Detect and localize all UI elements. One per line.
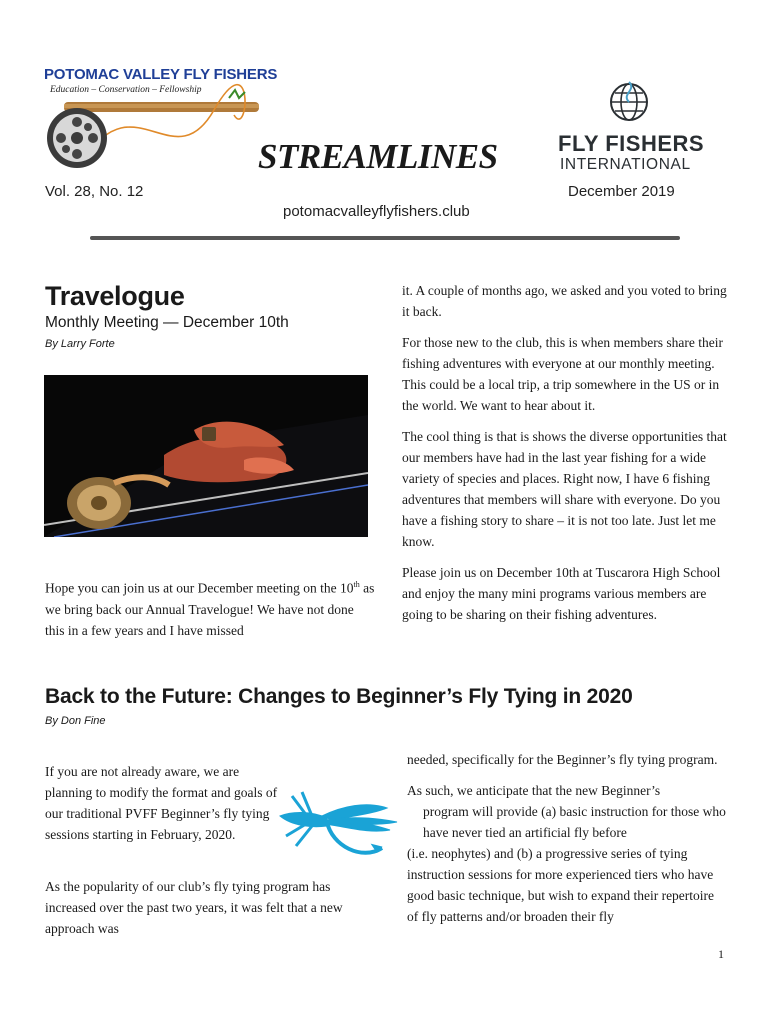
- fly-fishing-photo: [44, 375, 368, 537]
- club-tagline: Education – Conservation – Fellowship: [50, 85, 202, 95]
- article-subtitle: Monthly Meeting — December 10th: [45, 314, 289, 331]
- article-byline: By Larry Forte: [45, 338, 115, 350]
- club-name: POTOMAC VALLEY FLY FISHERS: [44, 66, 278, 83]
- article-paragraph: it. A couple of months ago, we asked and you voted to bring it back.: [402, 283, 727, 319]
- header-divider: [90, 236, 680, 240]
- article-column-right: [402, 280, 732, 635]
- partner-name: FLY FISHERS: [558, 131, 705, 156]
- partner-subtitle: INTERNATIONAL: [560, 156, 691, 173]
- article-paragraph: If you are not already aware, we are planning to modify the format and goals of our traditional PVFF Beginner’s fly tying sessions starting in February, 2020.: [45, 764, 278, 842]
- article-paragraph: As the popularity of our club’s fly tying program has increased over the past two years, it was felt that a new approach was: [45, 879, 343, 936]
- newsletter-title: STREAMLINES: [258, 137, 498, 176]
- article-paragraph: Please join us on December 10th at Tuscarora High School and enjoy the many mini programs various members are going to be sharing on their fishing adventures.: [402, 565, 721, 622]
- article-byline: By Don Fine: [45, 715, 106, 727]
- article-title: Back to the Future: Changes to Beginner’s Fly Tying in 2020: [45, 685, 633, 708]
- article-column-right: [407, 749, 727, 927]
- article-title: Travelogue: [45, 281, 185, 311]
- volume-issue: Vol. 28, No. 12: [45, 183, 144, 200]
- globe-icon: [607, 80, 651, 124]
- article-paragraph: As such, we anticipate that the new Beginner’s program will provide (a) basic instruction for those who have never tied an artificial fly before (i.e. neophytes) and (b) a progressive series of tying instruction sessions for more experienced tiers who have good basic technique, but wish to expand their repertoire of fly patterns and/or broaden their fly: [407, 783, 726, 924]
- issue-date: December 2019: [568, 183, 675, 200]
- article-paragraph: For those new to the club, this is when members share their fishing adventures with everyone at our monthly meeting. This could be a local trip, a trip somewhere in the US or in the world. We want to hear about it.: [402, 335, 723, 413]
- page-number: 1: [718, 947, 724, 961]
- article-paragraph: The cool thing is that is shows the diverse opportunities that our members have had in the last year fishing for a wide variety of species and places. Right now, I have 6 fishing adventures that members will share with everyone. Do you have a fishing story to share – it is not too late. Just let me know.: [402, 429, 727, 549]
- article-paragraph: needed, specifically for the Beginner’s fly tying program.: [407, 752, 718, 767]
- article-paragraph: Hope you can join us at our December meeting on the 10th as we bring back our Annual Travelogue! We have not done this in a few years and I have missed: [45, 580, 375, 638]
- fly-reel-logo: [44, 60, 264, 175]
- fly-illustration: [272, 786, 402, 866]
- website-link[interactable]: potomacvalleyflyfishers.club: [283, 203, 470, 220]
